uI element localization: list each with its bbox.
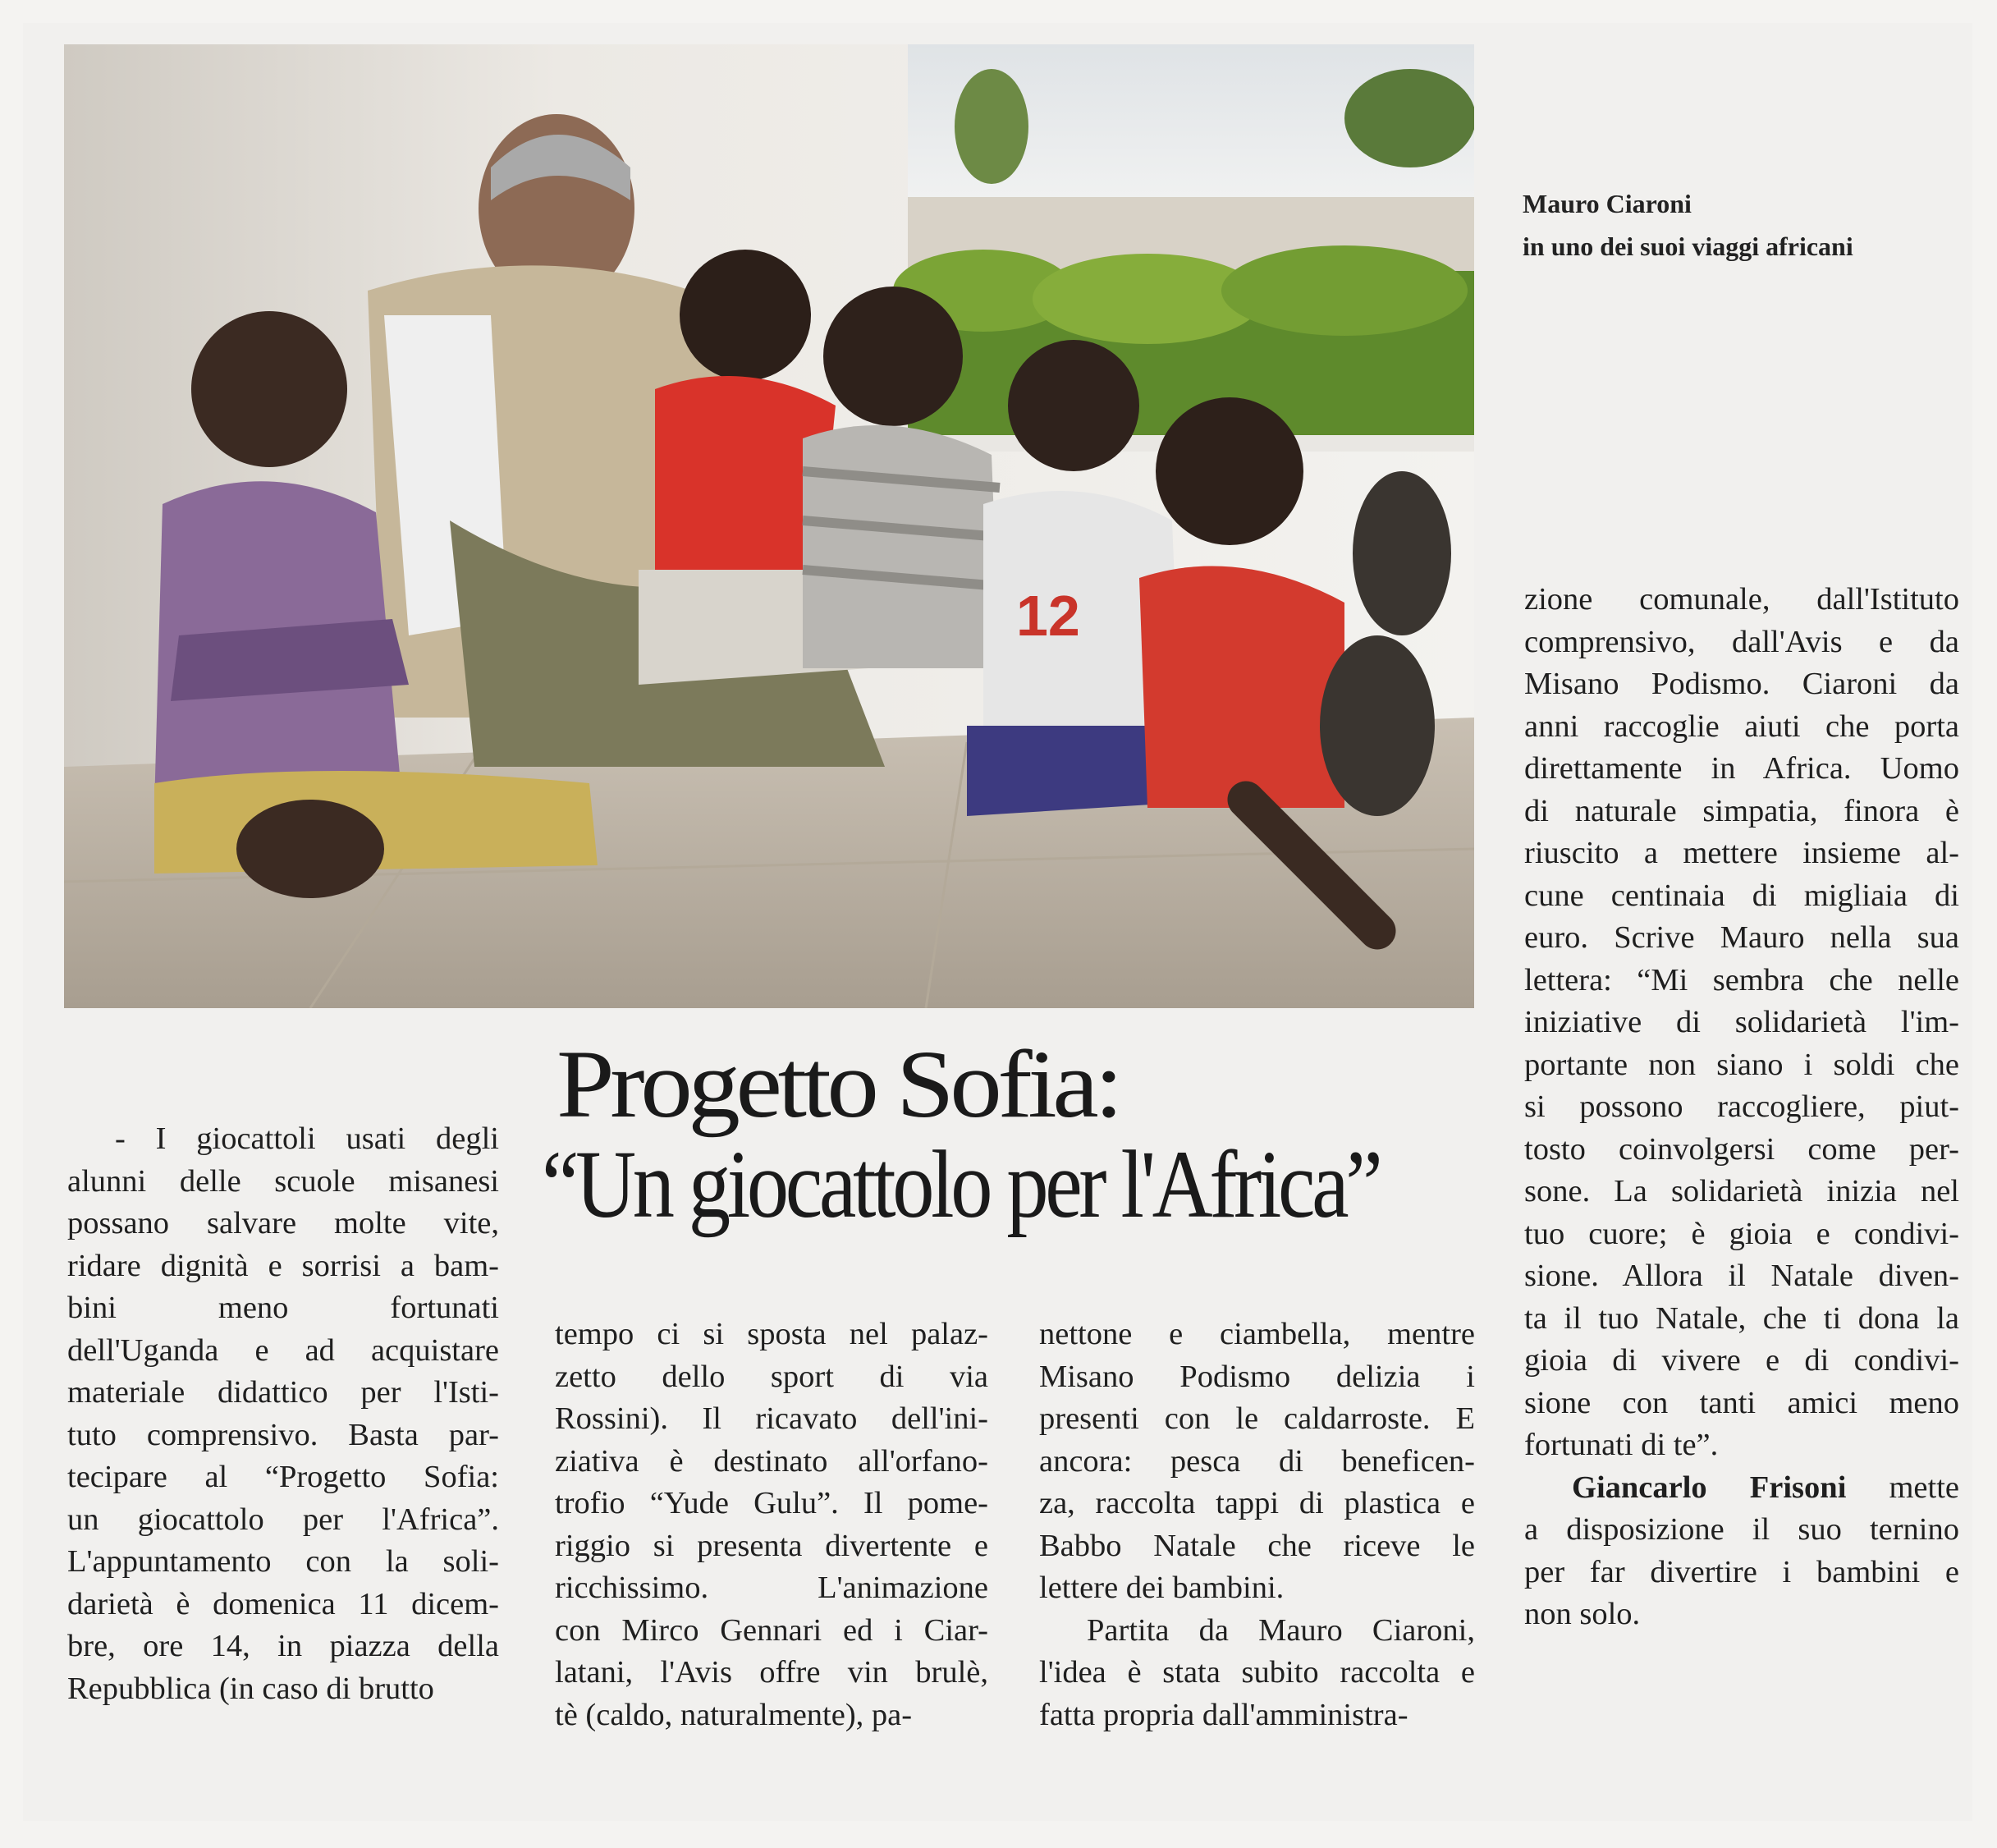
article-column-2 [555, 1314, 988, 1736]
text-line: lettere dei bambini. [1039, 1571, 1285, 1605]
text-line: possano salvare molte vite, [67, 1206, 499, 1240]
text-line: - I giocattoli usati degli [115, 1121, 499, 1156]
text-line: sone. La solidarietà inizia nel [1524, 1174, 1959, 1208]
text-line: a disposizione il suo ternino [1524, 1512, 1959, 1547]
text-line: tecipare al “Progetto Sofia: [67, 1460, 499, 1494]
text-line: ancora: pesca di beneficen- [1039, 1443, 1475, 1479]
article-column-4 [1524, 579, 1959, 1636]
caption-line-1: Mauro Ciaroni [1523, 189, 1692, 218]
text-line: direttamente in Africa. Uomo [1524, 751, 1959, 786]
photo-caption [1523, 182, 1949, 268]
text-line: Rossini). Il ricavato dell'ini- [555, 1401, 988, 1436]
svg-text:12: 12 [1016, 584, 1080, 648]
title-line-2: “Un giocattolo per l'Africa” [542, 1130, 1380, 1238]
text-line: tuto comprensivo. Basta par- [67, 1417, 499, 1452]
text-line: Repubblica (in caso di brutto [67, 1671, 434, 1706]
text-line: non solo. [1524, 1597, 1641, 1631]
text-line: sione con tanti amici meno [1524, 1385, 1959, 1420]
text-line: za, raccolta tappi di plastica e [1039, 1486, 1475, 1520]
text-line: tempo ci si sposta nel palaz- [555, 1317, 988, 1351]
text-line: Misano Podismo. Ciaroni da [1524, 667, 1959, 701]
text-line: presenti con le caldarroste. E [1039, 1401, 1475, 1436]
text-line: tuo cuore; è gioia e condivi- [1524, 1216, 1959, 1251]
text-line: di naturale simpatia, finora è [1524, 793, 1959, 828]
text-line: zione comunale, dall'Istituto [1524, 582, 1959, 617]
text-line: sione. Allora il Natale diven- [1524, 1259, 1959, 1293]
text-line: riggio si presenta divertente e [555, 1528, 988, 1563]
title-line-1: Progetto Sofia: [557, 1030, 1120, 1138]
text-line: fatta propria dall'amministra- [1039, 1697, 1408, 1732]
text-line: riuscito a mettere insieme al- [1524, 836, 1959, 870]
text-line: iniziative di solidarietà l'im- [1524, 1005, 1959, 1039]
photo-children-uganda-icon [64, 44, 1474, 1008]
text-line: Partita da Mauro Ciaroni, [1087, 1612, 1475, 1648]
author-line [1524, 1467, 1959, 1510]
text-line: tosto coinvolgersi come per- [1524, 1131, 1959, 1167]
text-line: cune centinaia di migliaia di [1524, 878, 1959, 913]
text-line: fortunati di te”. [1524, 1428, 1719, 1462]
text-line: anni raccoglie aiuti che porta [1524, 708, 1959, 744]
text-line: alunni delle scuole misanesi [67, 1163, 499, 1199]
text-line: Misano Podismo delizia i [1039, 1359, 1475, 1394]
text-line: un giocattolo per l'Africa”. [67, 1502, 499, 1537]
text-line: per far divertire i bambini e [1524, 1554, 1959, 1589]
text-line: l'idea è stata subito raccolta e [1039, 1655, 1475, 1690]
author-line-rest: mette [1846, 1470, 1959, 1505]
text-line: materiale didattico per l'Isti- [67, 1375, 499, 1410]
text-line: tè (caldo, naturalmente), pa- [555, 1697, 913, 1732]
text-line: euro. Scrive Mauro nella sua [1524, 920, 1959, 955]
text-line: trofio “Yude Gulu”. Il pome- [555, 1486, 988, 1520]
text-line: ridare dignità e sorrisi a bam- [67, 1248, 499, 1283]
text-line: latani, l'Avis offre vin brulè, [555, 1655, 988, 1690]
text-line: dell'Uganda e ad acquistare [67, 1332, 499, 1368]
text-line: Babbo Natale che riceve le [1039, 1528, 1475, 1563]
text-line: L'appuntamento con la soli- [67, 1544, 499, 1579]
text-line: bre, ore 14, in piazza della [67, 1629, 499, 1663]
text-line: comprensivo, dall'Avis e da [1524, 624, 1959, 659]
text-line: nettone e ciambella, mentre [1039, 1317, 1475, 1351]
text-line: lettera: “Mi sembra che nelle [1524, 962, 1959, 997]
text-line: ziativa è destinato all'orfano- [555, 1443, 988, 1479]
article-column-3 [1039, 1314, 1475, 1736]
text-line: zetto dello sport di via [555, 1359, 988, 1394]
text-line: darietà è domenica 11 dicem- [67, 1586, 499, 1621]
article-photo [64, 44, 1474, 1008]
text-line: si possono raccogliere, piut- [1524, 1089, 1959, 1124]
caption-line-2: in uno dei suoi viaggi africani [1523, 232, 1853, 261]
text-line: ta il tuo Natale, che ti dona la [1524, 1300, 1959, 1336]
text-line: bini meno fortunati [67, 1291, 499, 1325]
text-line: gioia di vivere e di condivi- [1524, 1343, 1959, 1378]
text-line: portante non siano i soldi che [1524, 1047, 1959, 1082]
text-line: ricchissimo. L'animazione [555, 1571, 988, 1605]
author-name: Giancarlo Frisoni [1572, 1470, 1847, 1505]
text-line: con Mirco Gennari ed i Ciar- [555, 1612, 988, 1648]
article-title [542, 1030, 1486, 1238]
article-column-1 [67, 1118, 499, 1710]
